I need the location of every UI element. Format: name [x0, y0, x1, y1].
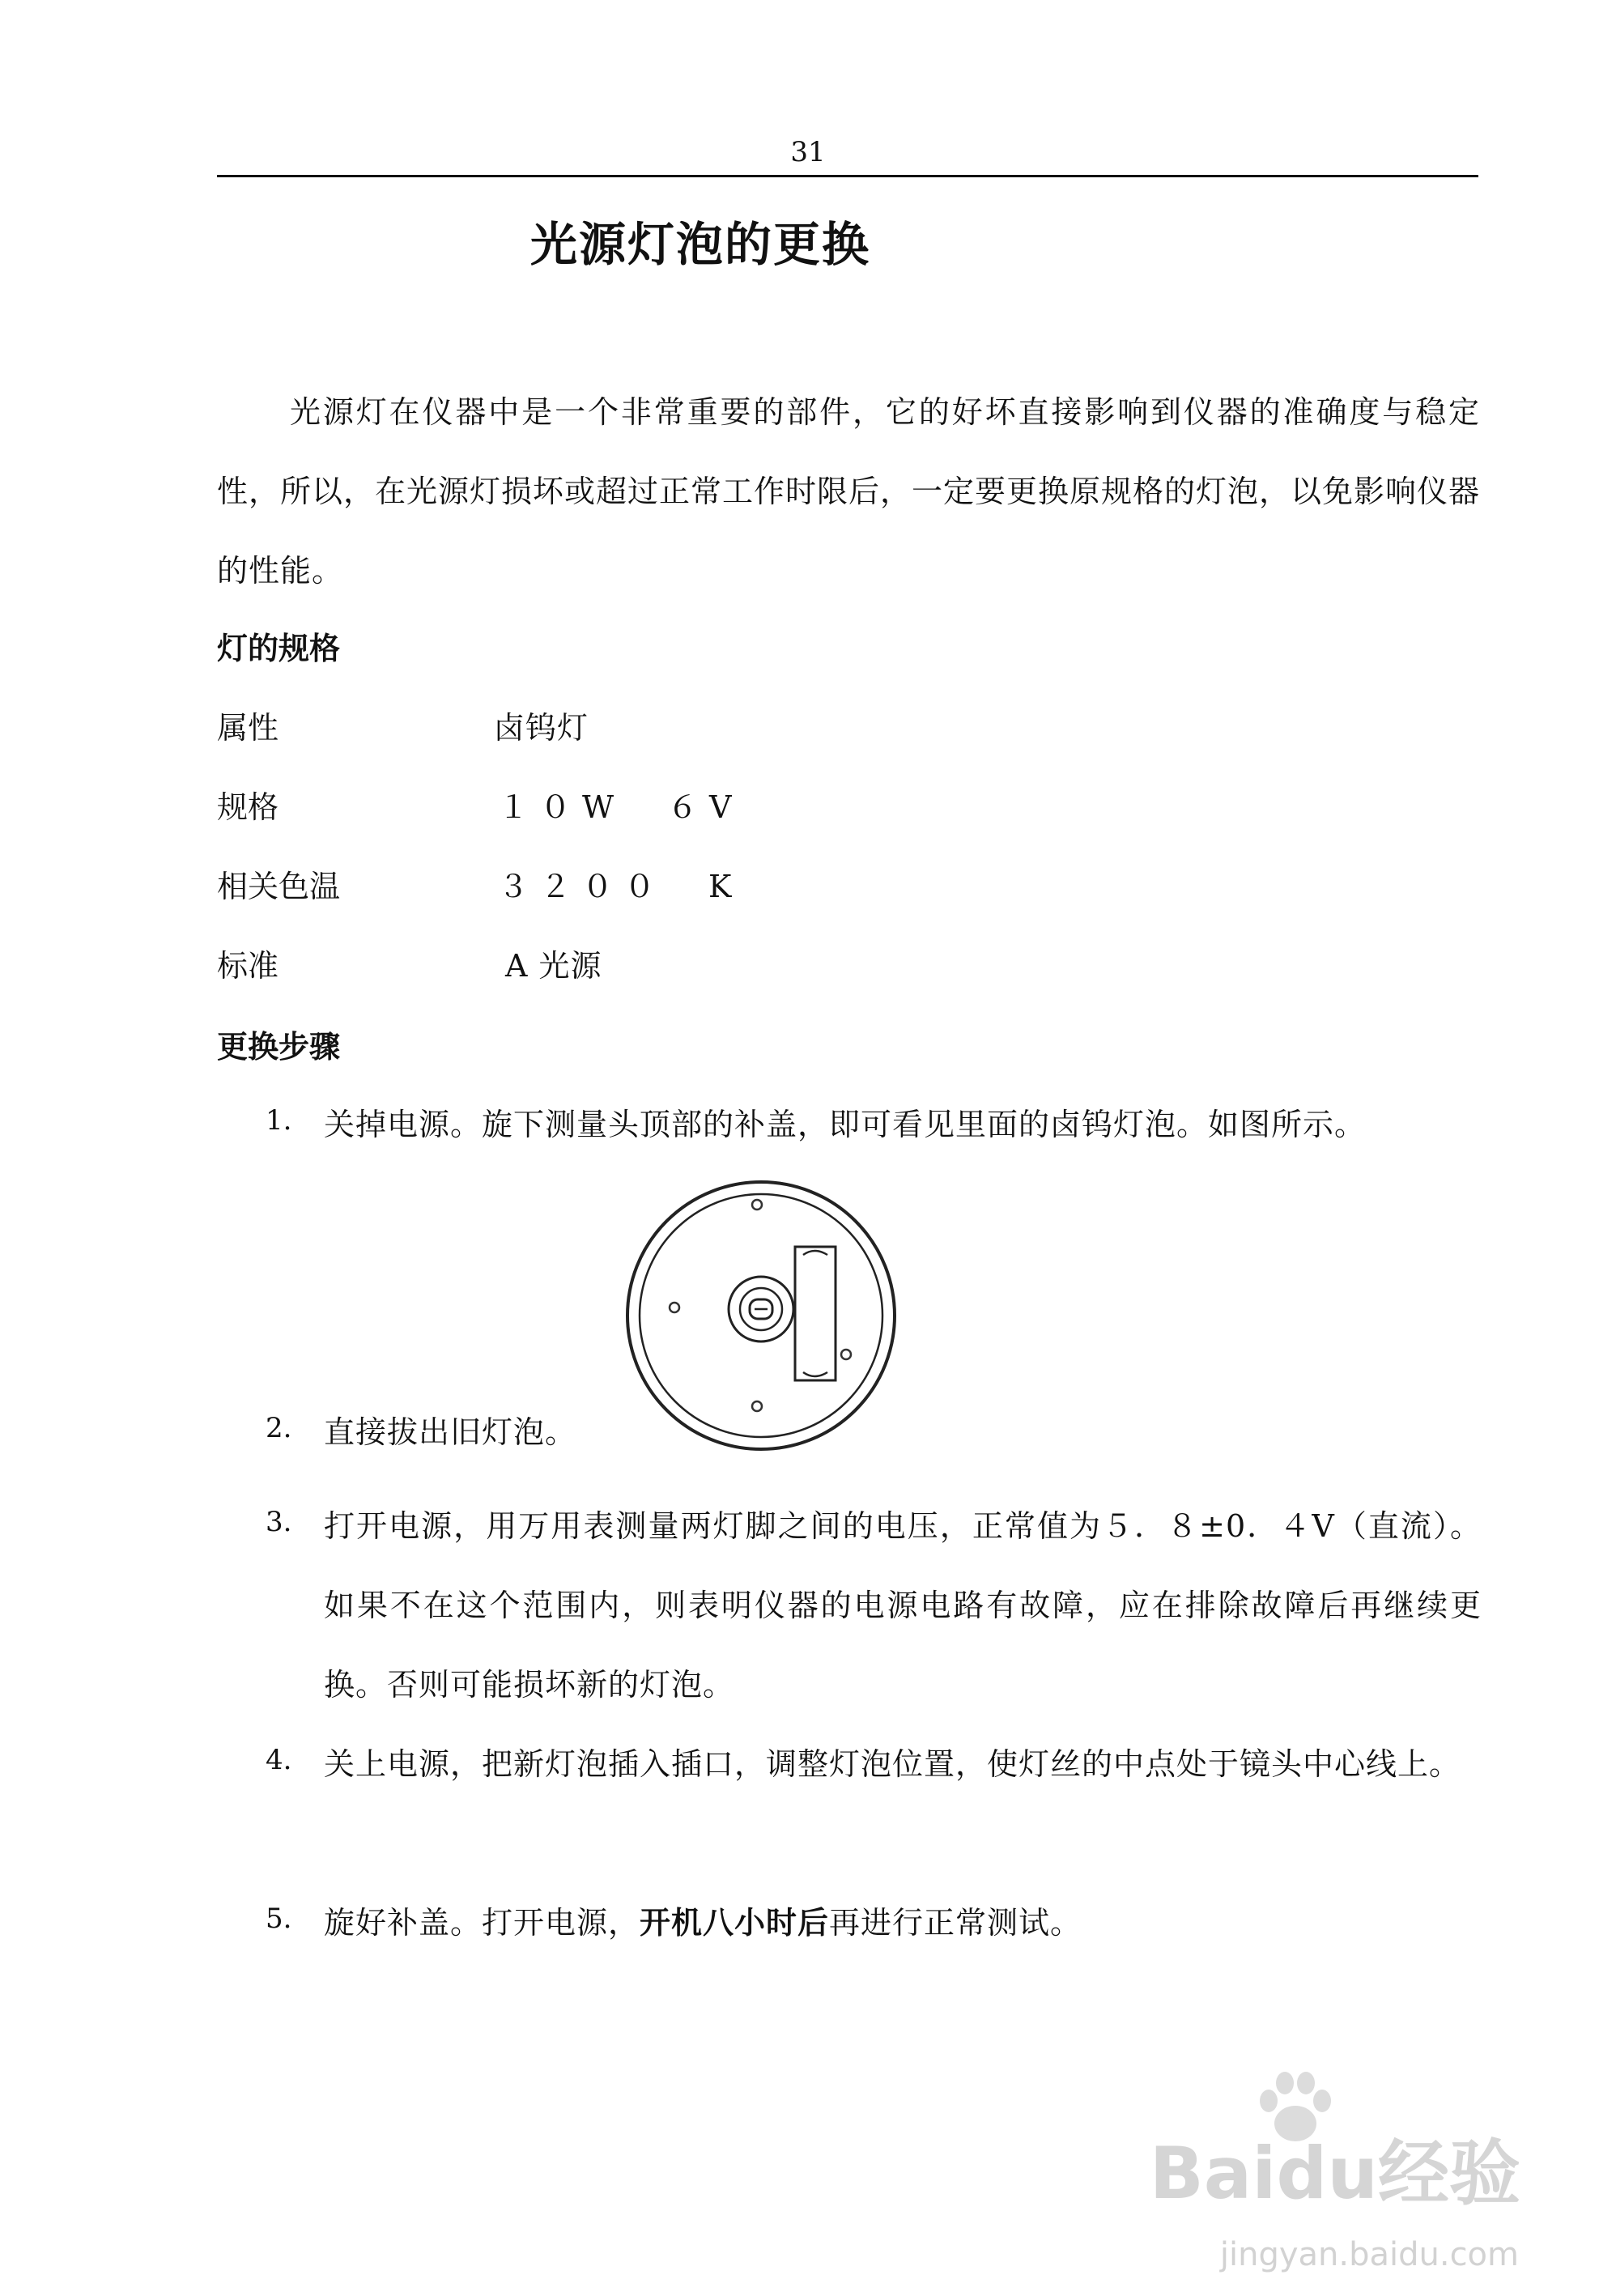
spec-label-rating: 规格: [217, 789, 279, 825]
lamp-bracket: [795, 1247, 836, 1380]
step-number: 4.: [266, 1744, 292, 1776]
housing-inner-ring: [640, 1194, 882, 1437]
page-title: 光源灯泡的更换: [530, 217, 871, 272]
step-text-part: 再进行正常测试。: [829, 1905, 1082, 1941]
screw-hole-bottom: [752, 1401, 762, 1411]
intro-paragraph: 光源灯在仪器中是一个非常重要的部件，它的好坏直接影响到仪器的准确度与稳定性，所以，在光源灯损坏或超过正常工作时限后，一定要更换原规格的灯泡，以免影响仪器的性能。: [217, 394, 1481, 589]
screw-hole-right: [841, 1350, 851, 1359]
lamp-housing-diagram: [623, 1178, 899, 1453]
step-text: 关掉电源。旋下测量头顶部的补盖，即可看见里面的卤钨灯泡。如图所示。: [324, 1107, 1367, 1142]
steps-heading: 更换步骤: [217, 1028, 341, 1065]
page-number: 31: [790, 136, 826, 168]
step-text: [324, 1883, 1482, 1962]
spec-value-color-temp: ３２００ K: [498, 869, 743, 904]
step-number: 3.: [266, 1506, 292, 1538]
step-text: 关上电源，把新灯泡插入插口，调整灯泡位置，使灯丝的中点处于镜头中心线上。: [324, 1746, 1461, 1782]
step-text-emphasis: 开机八小时后: [640, 1904, 830, 1941]
step-text-part: 旋好补盖。打开电源，: [324, 1905, 640, 1941]
bracket-clips: [803, 1251, 827, 1376]
spec-value-standard: A 光源: [505, 948, 602, 984]
spec-value-rating: １０W ６V: [498, 789, 743, 825]
step-text: 打开电源，用万用表测量两灯脚之间的电压，正常值为５．８±0．４V（直流）。如果不在这个范围内，则表明仪器的电源电路有故障，应在排除故障后再继续更换。否则可能损坏新的灯泡。: [324, 1508, 1482, 1703]
header-rule: [217, 175, 1478, 177]
spec-heading: 灯的规格: [217, 630, 341, 666]
spec-label-color-temp: 相关色温: [217, 869, 341, 904]
spec-label-standard: 标准: [217, 948, 279, 984]
screw-hole-top: [752, 1200, 762, 1210]
watermark-url: jingyan.baidu.com: [1219, 2236, 1519, 2273]
spec-label-type: 属性: [217, 710, 279, 746]
spec-value-type: 卤钨灯: [494, 710, 589, 746]
step-number: 1.: [266, 1104, 292, 1137]
step-number: 2.: [266, 1412, 292, 1444]
watermark-logo: Baidu经验: [1149, 2132, 1520, 2215]
step-text: 直接拔出旧灯泡。: [324, 1414, 577, 1450]
step-number: 5.: [266, 1903, 292, 1935]
screw-hole-left: [670, 1303, 679, 1312]
